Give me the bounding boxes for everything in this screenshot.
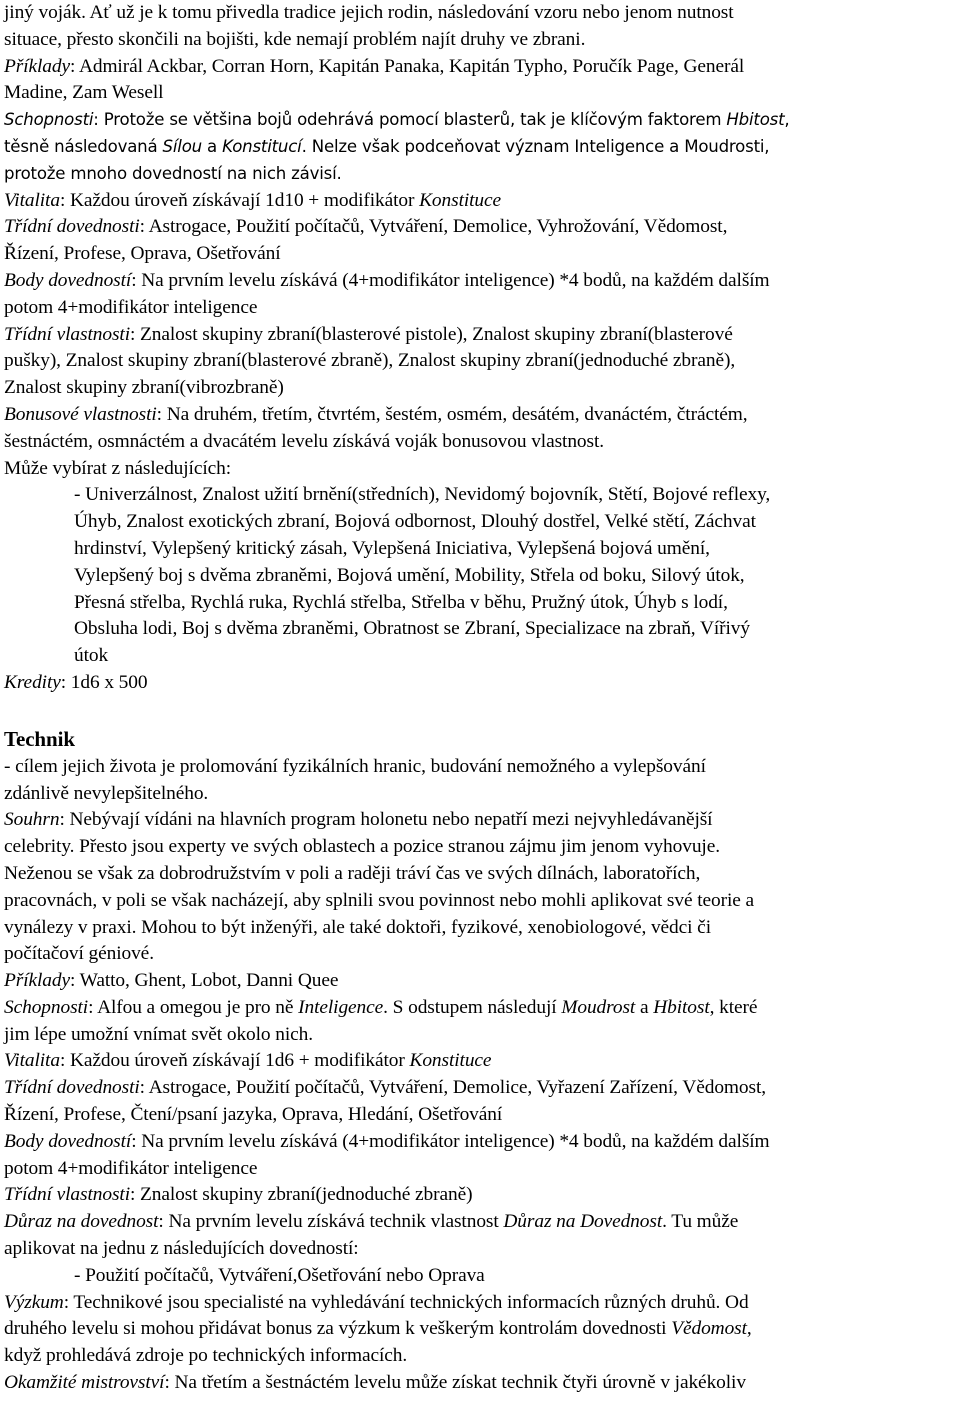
technik-skill-points-line-1: Body dovedností: Na prvním levelu získává (4+modifikátor inteligence) *4 bodů, na každém dalším bbox=[4, 1130, 770, 1152]
technik-examples: Příklady: Watto, Ghent, Lobot, Danni Quee bbox=[4, 970, 339, 992]
technik-summary-line-1: Souhrn: Nebývají vídáni na hlavních program holonetu nebo nepatří mezi nejvyhledávanější bbox=[4, 809, 713, 831]
class-features-label: Třídní vlastnosti bbox=[4, 323, 130, 345]
technik-class-skills-line-1: Třídní dovednosti: Astrogace, Použití počítačů, Vytváření, Demolice, Vyřazení Zařízení, Vědomost, bbox=[4, 1077, 766, 1099]
technik-skill-points-line-2: potom 4+modifikátor inteligence bbox=[4, 1157, 258, 1179]
soldier-class-features-line-2: pušky), Znalost skupiny zbraní(blasterové zbraně), Znalost skupiny zbraní(jednoduché zbraně), bbox=[4, 350, 736, 372]
technik-summary-line-3: Neženou se však za dobrodružstvím v poli a raději tráví čas ve svých dílnách, laboratořích, bbox=[4, 862, 701, 884]
research-label: Výzkum bbox=[4, 1291, 64, 1313]
soldier-examples-line-2: Madine, Zam Wesell bbox=[4, 82, 164, 104]
soldier-class-skills-line-2: Řízení, Profese, Oprava, Ošetřování bbox=[4, 243, 281, 265]
technik-summary-line-6: počítačoví géniové. bbox=[4, 943, 154, 965]
vitality-label: Vitalita bbox=[4, 1050, 60, 1072]
soldier-intro-line-2: situace, přesto skončili na bojišti, kde nemají problém najít druhy ve zbrani. bbox=[4, 28, 586, 50]
technik-mastery: Okamžité mistrovství: Na třetím a šestnáctém levelu může získat technik čtyři úrovně v jakékoliv bbox=[4, 1372, 746, 1394]
soldier-bonus-line-1: Bonusové vlastnosti: Na druhém, třetím, čtvrtém, šestém, osmém, desátém, dvanáctém, čtráctém, bbox=[4, 403, 748, 425]
technik-class-skills-line-2: Řízení, Profese, Čtení/psaní jazyka, Oprava, Hledání, Ošetřování bbox=[4, 1104, 503, 1126]
technik-vitality: Vitalita: Každou úroveň získávají 1d6 + modifikátor Konstituce bbox=[4, 1050, 492, 1072]
skill-points-label: Body dovedností bbox=[4, 269, 132, 291]
soldier-feats-line-3: hrdinství, Vylepšený kritický zásah, Vylepšená Iniciativa, Vylepšená bojová umění, bbox=[74, 537, 710, 559]
class-skills-label: Třídní dovednosti bbox=[4, 216, 140, 238]
soldier-examples-line-1: Příklady: Admirál Ackbar, Corran Horn, Kapitán Panaka, Kapitán Typho, Poručík Page, Generál bbox=[4, 55, 745, 77]
technik-focus-line-1: Důraz na dovednost: Na prvním levelu získává technik vlastnost Důraz na Dovednost. Tu může bbox=[4, 1211, 739, 1233]
technik-heading: Technik bbox=[4, 726, 75, 751]
technik-research-line-1: Výzkum: Technikové jsou specialisté na vyhledávání technických informacích různých druhů. Od bbox=[4, 1291, 749, 1313]
soldier-feats-line-5: Přesná střelba, Rychlá ruka, Rychlá střelba, Střelba v běhu, Pružný útok, Úhyb s lodí, bbox=[74, 591, 728, 613]
technik-intro-line-1: - cílem jejich života je prolomování fyzikálních hranic, budování nemožného a vylepšování bbox=[4, 755, 706, 777]
soldier-vitality: Vitalita: Každou úroveň získávají 1d10 + modifikátor Konstituce bbox=[4, 189, 502, 211]
skill-points-label: Body dovedností bbox=[4, 1130, 132, 1152]
credits-label: Kredity bbox=[4, 671, 61, 693]
focus-label: Důraz na dovednost bbox=[4, 1211, 159, 1233]
summary-label: Souhrn bbox=[4, 809, 60, 831]
soldier-skill-points-line-2: potom 4+modifikátor inteligence bbox=[4, 296, 258, 318]
soldier-class-features-line-1: Třídní vlastnosti: Znalost skupiny zbraní(blasterové pistole), Znalost skupiny zbraní(blasterové bbox=[4, 323, 733, 345]
soldier-feats-line-1: - Univerzálnost, Znalost užití brnění(středních), Nevidomý bojovník, Stětí, Bojové reflexy, bbox=[74, 484, 771, 506]
technik-class-features: Třídní vlastnosti: Znalost skupiny zbraní(jednoduché zbraně) bbox=[4, 1184, 473, 1206]
technik-research-line-2: druhého levelu si mohou přidávat bonus za výzkum k veškerým kontrolám dovednosti Vědomost, bbox=[4, 1318, 752, 1340]
soldier-bonus-line-2: šestnáctém, osmnáctém a dvacátém levelu získává voják bonusovou vlastnost. bbox=[4, 430, 605, 452]
technik-abilities-line-1: Schopnosti: Alfou a omegou je pro ně Inteligence. S odstupem následují Moudrost a Hbitost, které bbox=[4, 996, 758, 1018]
class-features-label: Třídní vlastnosti bbox=[4, 1184, 130, 1206]
technik-summary-line-4: pracovnách, v poli se však nacházejí, aby splnili svou povinnost nebo mohli aplikovat své teorie a bbox=[4, 889, 755, 911]
examples-label: Příklady bbox=[4, 970, 70, 992]
soldier-feats-line-7: útok bbox=[74, 645, 109, 667]
abilities-label: Schopnosti bbox=[4, 996, 89, 1018]
soldier-abilities-line-2: těsně následovaná Sílou a Konstitucí. Nelze však podceňovat význam Inteligence a Moudrosti, bbox=[4, 136, 770, 156]
class-skills-label: Třídní dovednosti bbox=[4, 1077, 140, 1099]
examples-label: Příklady bbox=[4, 55, 70, 77]
technik-intro-line-2: zdánlivě nevylepšitelného. bbox=[4, 782, 209, 804]
soldier-intro-line-1: jiný voják. Ať už je k tomu přivedla tradice jejich rodin, následování vzoru nebo jenom nutnost bbox=[4, 2, 734, 23]
soldier-skill-points-line-1: Body dovedností: Na prvním levelu získává (4+modifikátor inteligence) *4 bodů, na každém dalším bbox=[4, 269, 770, 291]
section-spacer bbox=[4, 697, 960, 724]
technik-focus-line-2: aplikovat na jednu z následujících dovedností: bbox=[4, 1238, 359, 1260]
soldier-abilities-line-1: Schopnosti: Protože se většina bojů odehrává pomocí blasterů, tak je klíčovým faktorem Hbitost, bbox=[4, 110, 790, 130]
soldier-class-skills-line-1: Třídní dovednosti: Astrogace, Použití počítačů, Vytváření, Demolice, Vyhrožování, Vědomost, bbox=[4, 216, 728, 238]
soldier-feats-line-4: Vylepšený boj s dvěma zbraněmi, Bojová umění, Mobility, Střela od boku, Silový útok, bbox=[74, 564, 745, 586]
technik-focus-line-3: - Použití počítačů, Vytváření,Ošetřování nebo Oprava bbox=[74, 1264, 485, 1286]
technik-research-line-3: když prohledává zdroje po technických informacích. bbox=[4, 1345, 408, 1367]
vitality-label: Vitalita bbox=[4, 189, 60, 211]
soldier-credits: Kredity: 1d6 x 500 bbox=[4, 671, 148, 693]
soldier-feats-line-6: Obsluha lodi, Boj s dvěma zbraněmi, Obratnost se Zbraní, Specializace na zbraň, Vířivý bbox=[74, 618, 750, 640]
abilities-label: Schopnosti bbox=[4, 110, 94, 130]
technik-abilities-line-2: jim lépe umožní vnímat svět okolo nich. bbox=[4, 1023, 313, 1045]
mastery-label: Okamžité mistrovství bbox=[4, 1372, 165, 1394]
soldier-feats-line-2: Úhyb, Znalost exotických zbraní, Bojová odbornost, Dlouhý dostřel, Velké stětí, Záchvat bbox=[74, 511, 756, 533]
soldier-abilities-line-3: protože mnoho dovedností na nich závisí. bbox=[4, 163, 342, 183]
soldier-class-features-line-3: Znalost skupiny zbraní(vibrozbraně) bbox=[4, 377, 284, 399]
bonus-label: Bonusové vlastnosti bbox=[4, 403, 157, 425]
soldier-choose-text: Může vybírat z následujících: bbox=[4, 457, 232, 479]
technik-summary-line-5: vynálezy v praxi. Mohou to být inženýři, ale také doktoři, fyzikové, xenobiologové, vědci či bbox=[4, 916, 711, 938]
technik-summary-line-2: celebrity. Přesto jsou experty ve svých oblastech a pozice stranou zájmu jim jenom vyhovuje. bbox=[4, 836, 720, 858]
